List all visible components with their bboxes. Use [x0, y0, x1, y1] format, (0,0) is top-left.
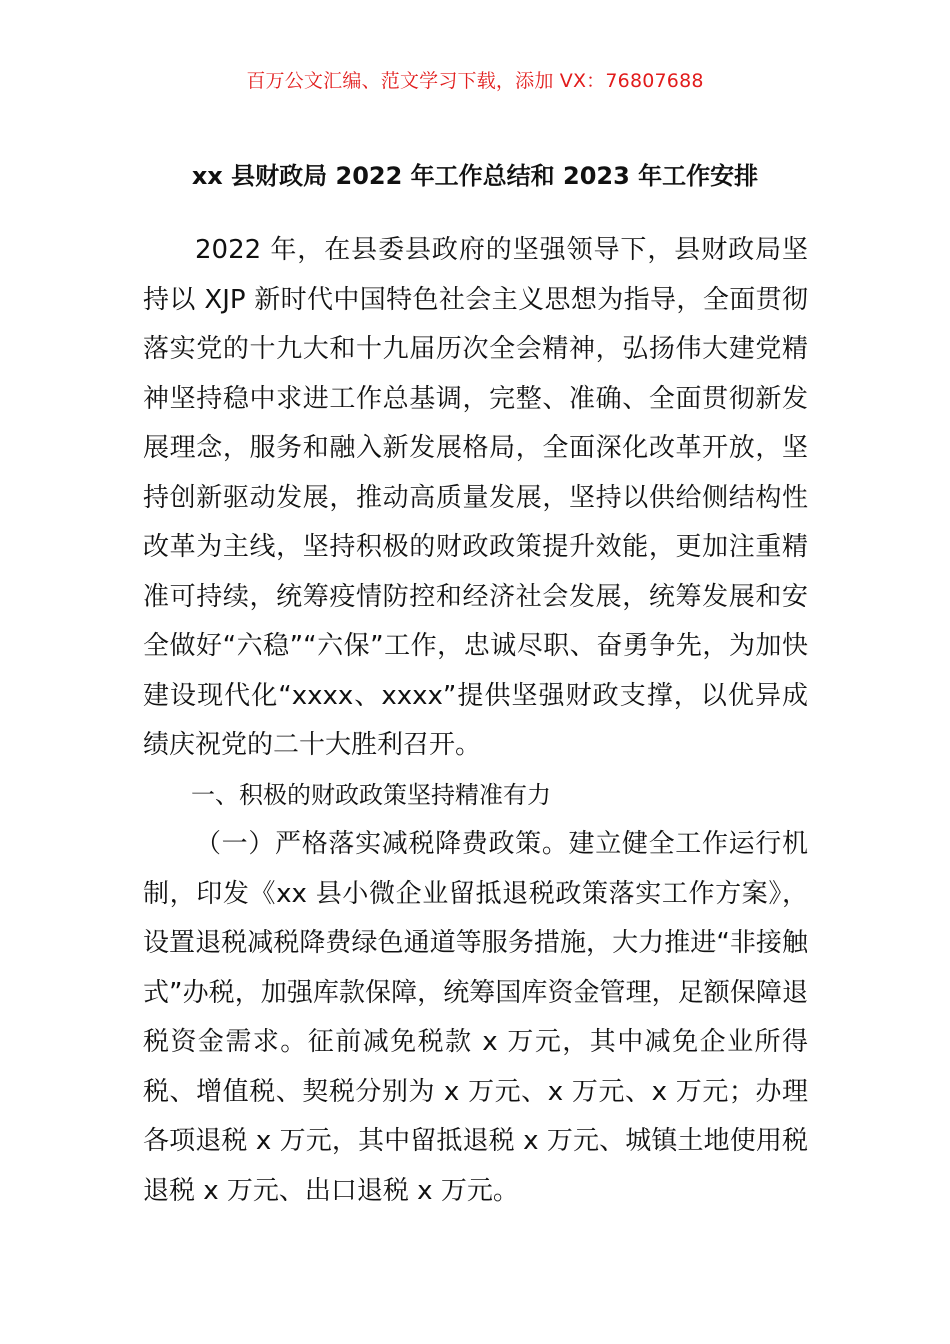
document-body — [143, 226, 808, 1216]
section-paragraph: （一）严格落实减税降费政策。建立健全工作运行机制，印发《xx 县小微企业留抵退税政策落实工作方案》，设置退税减税降费绿色通道等服务措施，大力推进“非接触式”办税，加强库款保障，统筹国库资金管理，足额保障退税资金需求。征前减免税款 x 万元，其中减免企业所得税、增值税、契税分别为 x 万元、x 万元、x 万元；办理各项退税 x 万元，其中留抵退税 x 万元、城镇土地使用税退税 x 万元、出口退税 x 万元。 — [143, 829, 808, 1206]
document-title: xx 县财政局 2022 年工作总结和 2023 年工作安排 — [191, 162, 759, 190]
section-heading: 一、积极的财政政策坚持精准有力 — [191, 780, 551, 809]
intro-paragraph: 2022 年，在县委县政府的坚强领导下，县财政局坚持以 XJP 新时代中国特色社会主义思想为指导，全面贯彻落实党的十九大和十九届历次全会精神，弘扬伟大建党精神坚持稳中求进工作总基调，完整、准确、全面贯彻新发展理念，服务和融入新发展格局，全面深化改革开放，坚持创新驱动发展，推动高质量发展，坚持以供给侧结构性改革为主线，坚持积极的财政政策提升效能，更加注重精准可持续，统筹疫情防控和经济社会发展，统筹发展和安全做好“六稳”“六保”工作，忠诚尽职、奋勇争先，为加快建设现代化“xxxx、xxxx”提供坚强财政支撑，以优异成绩庆祝党的二十大胜利召开。 — [143, 235, 808, 760]
watermark-text: 百万公文汇编、范文学习下载，添加 VX：76807688 — [246, 70, 704, 92]
